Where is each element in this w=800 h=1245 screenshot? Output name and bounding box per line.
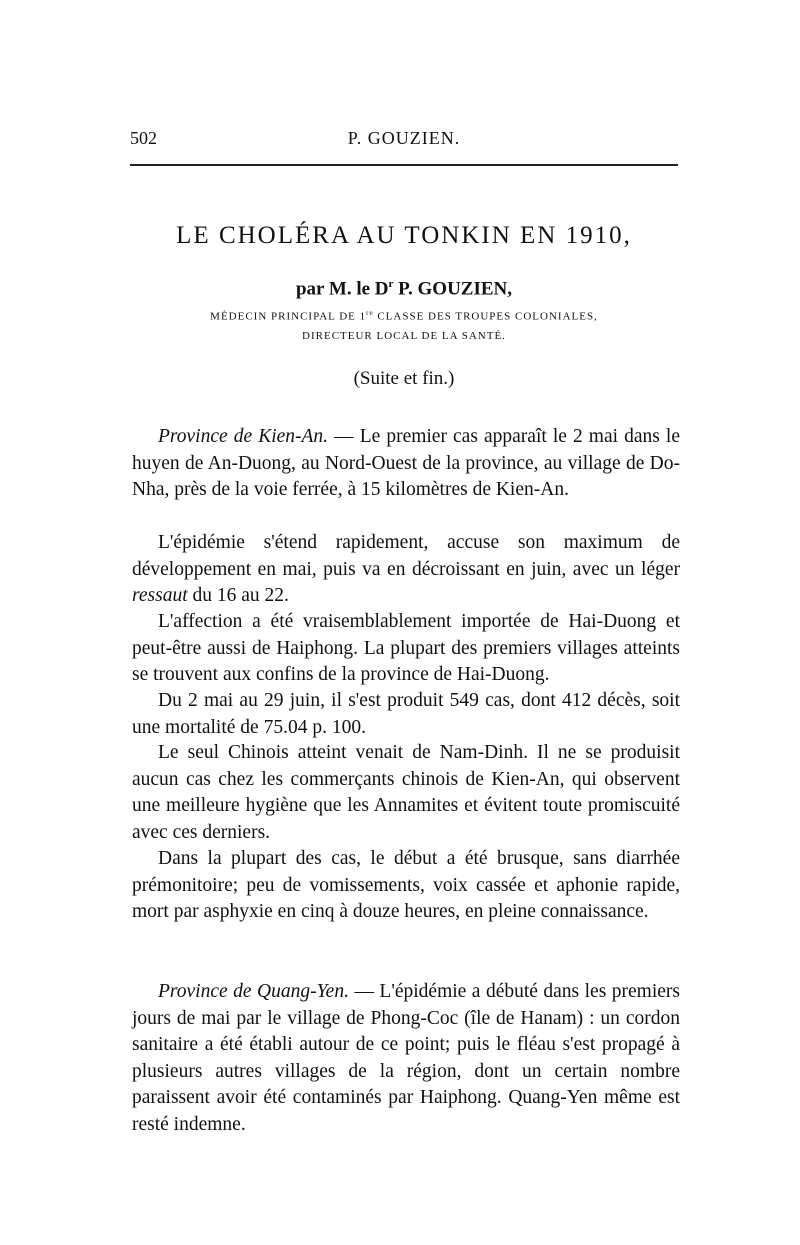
section-heading-kien-an: Province de Kien-An.: [158, 426, 329, 447]
page-number: 502: [130, 128, 157, 148]
italic-term: ressaut: [132, 585, 188, 606]
paragraph-text: L'épidémie s'étend rapidement, accuse son maximum de développement en mai, puis va en décroissant en juin, avec un léger: [132, 532, 680, 580]
article-title: LE CHOLÉRA AU TONKIN EN 1910,: [176, 222, 632, 249]
byline-prefix: par M. le D: [295, 278, 389, 300]
affiliation-line-1: [130, 309, 678, 323]
paragraph-quang-yen: [132, 979, 680, 1138]
paragraph-symptoms: Dans la plupart des cas, le début a été brusque, sans diarrhée prémonitoire; peu de vomissements, voix cassée et aphonie rapide, mort par asphyxie en cinq à douze heures, en pleine connaissance.: [132, 848, 680, 922]
header-rule: [130, 164, 678, 166]
byline: [130, 278, 678, 300]
affiliation-suffix: CLASSE DES TROUPES COLONIALES,: [373, 310, 598, 323]
affiliation-prefix: MÉDECIN PRINCIPAL DE 1: [210, 310, 367, 323]
paragraph-text: — Le premier cas apparaît le 2 mai dans le huyen de An-Duong, au Nord-Ouest de la province, au village de Do-Nha, près de la voie ferrée, à 15 kilomètres de Kien-An.: [132, 426, 680, 500]
section-heading-quang-yen: Province de Quang-Yen.: [158, 981, 349, 1002]
paragraph-origin: L'affection a été vraisemblablement importée de Hai-Duong et peut-être aussi de Haiphong. La plupart des premiers villages atteints se trouvent aux confins de la province de Hai-Duong.: [132, 611, 680, 685]
paragraph-text-tail: du 16 au 22.: [187, 585, 289, 606]
paragraph-statistics: Du 2 mai au 29 juin, il s'est produit 549 cas, dont 412 décès, soit une mortalité de 75.04 p. 100.: [132, 690, 680, 738]
paragraph-text: — L'épidémie a débuté dans les premiers jours de mai par le village de Phong-Coc (île de Hanam) : un cordon sanitaire a été établi autour de ce point; puis le fléau s'est propagé à plusieurs autres villages de la région, dont un certain nombre paraissent avoir été contaminés par Haiphong. Quang-Yen même est resté indemne.: [132, 981, 680, 1135]
paragraph-epidemic-course: [132, 530, 680, 610]
running-head: [130, 128, 678, 152]
affiliation-superscript: re: [366, 309, 374, 317]
paragraph-chinese-cases: Le seul Chinois atteint venait de Nam-Dinh. Il ne se produisit aucun cas chez les commerçants chinois de Kien-An, qui observent une meilleure hygiène que les Annamites et évitent toute promiscuité avec ces derniers.: [132, 742, 680, 843]
paragraph-kien-an-intro: [132, 424, 680, 504]
affiliation-line-2: DIRECTEUR LOCAL DE LA SANTÉ.: [302, 330, 506, 342]
continuation-note: (Suite et fin.): [353, 368, 455, 389]
running-head-author: P. GOUZIEN.: [347, 128, 461, 148]
byline-name: P. GOUZIEN,: [393, 278, 513, 300]
byline-superscript: r: [388, 278, 394, 290]
